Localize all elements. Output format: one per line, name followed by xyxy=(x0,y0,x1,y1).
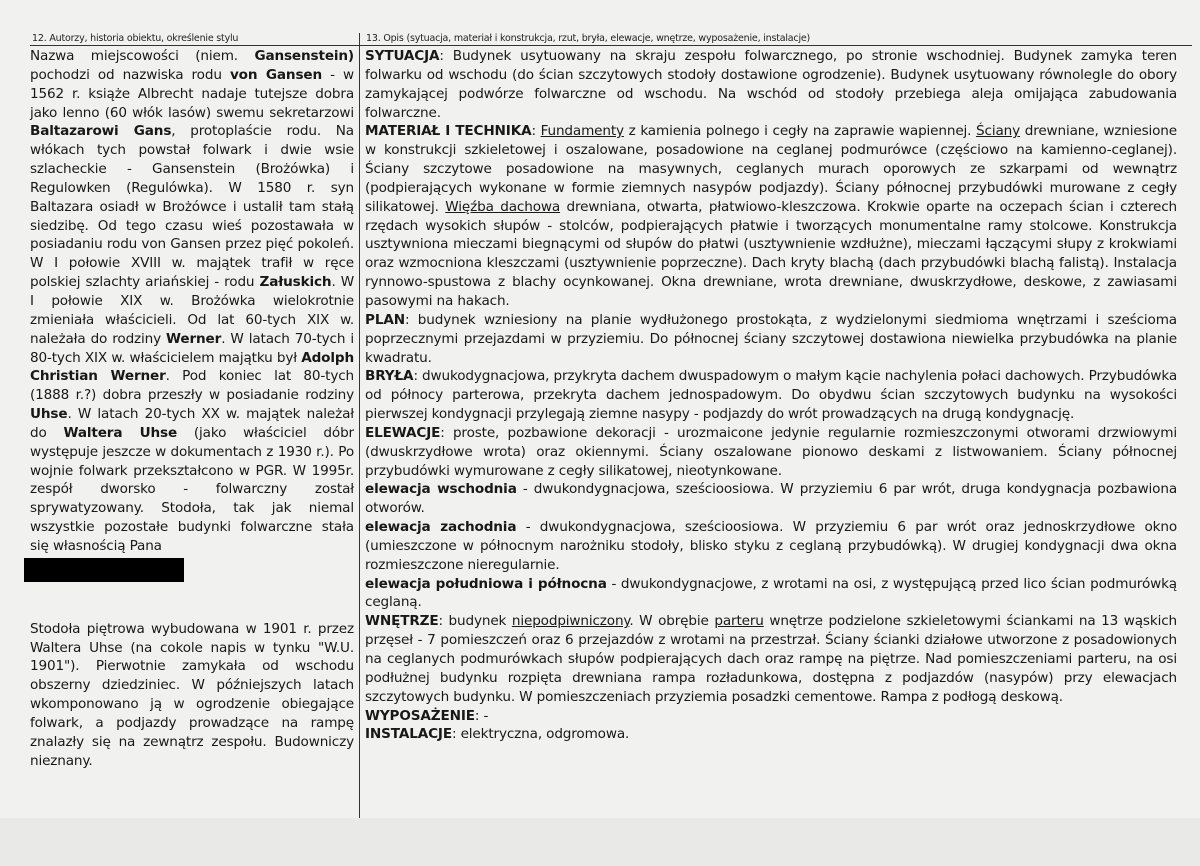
sytuacja-section: SYTUACJA: Budynek usytuowany na skraju zespołu folwarcznego, po stronie wschodniej. Budynek zamyka teren folwarku od wschodu (do ścian szczytowych stodoły dostawione ogrodzenie). Budynek usytuowany równolegle do obory zamykającej podwórze folwarczne od wschodu. Na wschód od stodoły przebiega aleja omijająca zabudowania folwarczne. xyxy=(365,48,1177,121)
authors-paragraph: Stodoła piętrowa wybudowana w 1901 r. przez Waltera Uhse (na cokole napis w tynku "W.U. 1901"). Pierwotnie zamykała od wschodu obszerny dziedziniec. W późniejszych latach wkomponowano ją w ogrodzenie obiegające folwark, a podjazdy prowadzące na rampę znalazły się na zewnątrz zespołu. Budowniczy nieznany. xyxy=(30,620,354,769)
column-divider xyxy=(359,33,360,823)
wnetrze-section: WNĘTRZE: budynek niepodpiwniczony. W obrębie parteru wnętrze podzielone szkieletowymi ściankami na 13 wąskich przęseł - 7 pomieszczeń oraz 6 przejazdów z wrotami na przestrzał. Ściany ścianki działowe utworzone z posadowionych na ceglanych podmurówkach słupów podpierających dach oraz rampę na piętrze. Nad pomieszczeniami parteru, na osi podłużnej budynku rozpięta drewniana rampa rozładunkowa, dostępna z podjazdów (nasypów) przy elewacjach szczytowych budynku. W pomieszczeniach przyziemia posadzki cementowe. Rampa z podłogą deskową. xyxy=(365,613,1178,705)
wyposazenie-section: WYPOSAŻENIE: - xyxy=(365,707,489,724)
redaction-block xyxy=(24,558,184,582)
header-divider xyxy=(30,45,1192,46)
elewacja-poludniowa: elewacja południowa i północna - dwukondygnacjowe, z wrotami na osi, z występującą przed lico ścian podmurówką ceglaną. xyxy=(365,575,1177,611)
description-column xyxy=(365,47,1177,744)
instalacje-section: INSTALACJE: elektryczna, odgromowa. xyxy=(365,726,630,743)
bottom-margin xyxy=(0,818,1200,866)
elewacja-zachodnia: elewacja zachodnia - dwukondygnacjowa, sześcioosiowa. W przyziemiu 6 par wrót oraz jednoskrzydłowe okno (umieszczone w północnym narożniku stodoły, blisko styku z ceglaną przybudówką). W drugiej kondygnacji dwa okna rozmieszczone nieregularnie. xyxy=(365,519,1178,573)
history-paragraph: Nazwa miejscowości (niem. Gansenstein) pochodzi od nazwiska rodu von Gansen - w 1562 r. książe Albrecht nadaje tutejsze dobra jako lenno (60 włók lasów) swemu sekretarzowi Baltazarowi Gans, protoplaście rodu. Na włókach tych powstał folwark i dwie wsie szlacheckie - Gansenstein (Brożówka) i Regulowken (Regulówka). W 1580 r. syn Baltazara osiadł w Brożówce i ustalił tam stałą siedzibę. Od tego czasu wieś pozostawała w posiadaniu rodu von Gansen przez pięć pokoleń. W I połowie XVIII w. majątek trafił w ręce polskiej szlachty ariańskiej - rodu Załuskich. W I połowie XIX w. Brożówka wielokrotnie zmieniała właścicieli. Od lat 60-tych XIX w. należała do rodziny Werner. W latach 70-tych i 80-tych XIX w. właścicielem majątku był Adolph Christian Werner. Pod koniec lat 80-tych (1888 r.?) dobra przeszły w posiadanie rodziny Uhse. W latach 20-tych XX w. majątek należał do Waltera Uhse (jako właściciel dóbr występuje jeszcze w dokumentach z 1930 r.). Po wojnie folwark przekształcono w PGR. W 1995r. zespół dworsko - folwarczny został sprywatyzowany. Stodoła, tak jak niemal wszystkie pozostałe budynki folwarczne stała się własnością Pana xyxy=(30,47,354,582)
history-column xyxy=(30,47,354,771)
elewacje-section: ELEWACJE: proste, pozbawione dekoracji - urozmaicone jedynie regularnie rozmieszczonymi otworami drzwiowymi (dwuskrzydłowe wrota) oraz okiennymi. Ściany oszalowane pionowo deskami z listwowaniem. Ściany północnej przybudówki wymurowane z cegły silikatowej, nieotynkowane. xyxy=(365,424,1177,479)
bryla-section: BRYŁA: dwukodygnacjowa, przykryta dachem dwuspadowym o małym kącie nachylenia połaci dachowych. Przybudówka od północy parterowa, przekryta dachem jednospadowym. Do obydwu ścian szczytowych budynku na wysokości pierwszej kondygnacji przylegają ziemne nasypy - podjazdy do wrót prowadzących na drugą kondygnację. xyxy=(365,368,1177,423)
section-12-header: 12. Autorzy, historia obiektu, określenie stylu xyxy=(32,33,239,44)
material-section: MATERIAŁ I TECHNIKA: Fundamenty z kamienia polnego i cegły na zaprawie wapiennej. Ściany drewniane, wzniesione w konstrukcji szkieletowej i oszalowane, posadowione na ceglanej podmurówce (częściowo na kamienno-ceglanej). Ściany szczytowe posadowione na masywnych, ceglanych murach oporowych ze szkarpami od wewnątrz (podpierających wykonane w formie ziemnych nasypów podjazdy). Ściany północnej przybudówki murowane z cegły silikatowej. Więźba dachowa drewniana, otwarta, płatwiowo-kleszczowa. Krokwie oparte na oczepach ścian i czterech rzędach wysokich słupów - stolców, podpierających płatwie i tworzących monumentalne ramy stolcowe. Konstrukcja usztywniona mieczami biegnącymi od słupów do płatwi (usztywnienie wzdłużne), mieczami łączącymi słupy z krokwiami oraz wzmocniona kleszczami (usztywnienie poprzeczne). Dach kryty blachą (dach przybudówki blachą falistą). Instalacja rynnowo-spustowa z blachy ocynkowanej. Okna drewniane, wrota drewniane, dwuskrzydłowe, deskowe, z zawiasami pasowymi na hakach. xyxy=(365,123,1177,309)
section-13-header: 13. Opis (sytuacja, materiał i konstrukcja, rzut, bryła, elewacje, wnętrze, wyposażenie, instalacje) xyxy=(366,33,811,44)
plan-section: PLAN: budynek wzniesiony na planie wydłużonego prostokąta, z wydzielonymi siedmioma wnętrzami i sześcioma poprzecznymi przejazdami w przyziemiu. Do północnej ściany szczytowej dostawiona niewielka przybudówka na planie kwadratu. xyxy=(365,311,1177,366)
elewacja-wschodnia: elewacja wschodnia - dwukondygnacjowa, sześcioosiowa. W przyziemiu 6 par wrót, druga kondygnacja pozbawiona otworów. xyxy=(365,481,1177,517)
